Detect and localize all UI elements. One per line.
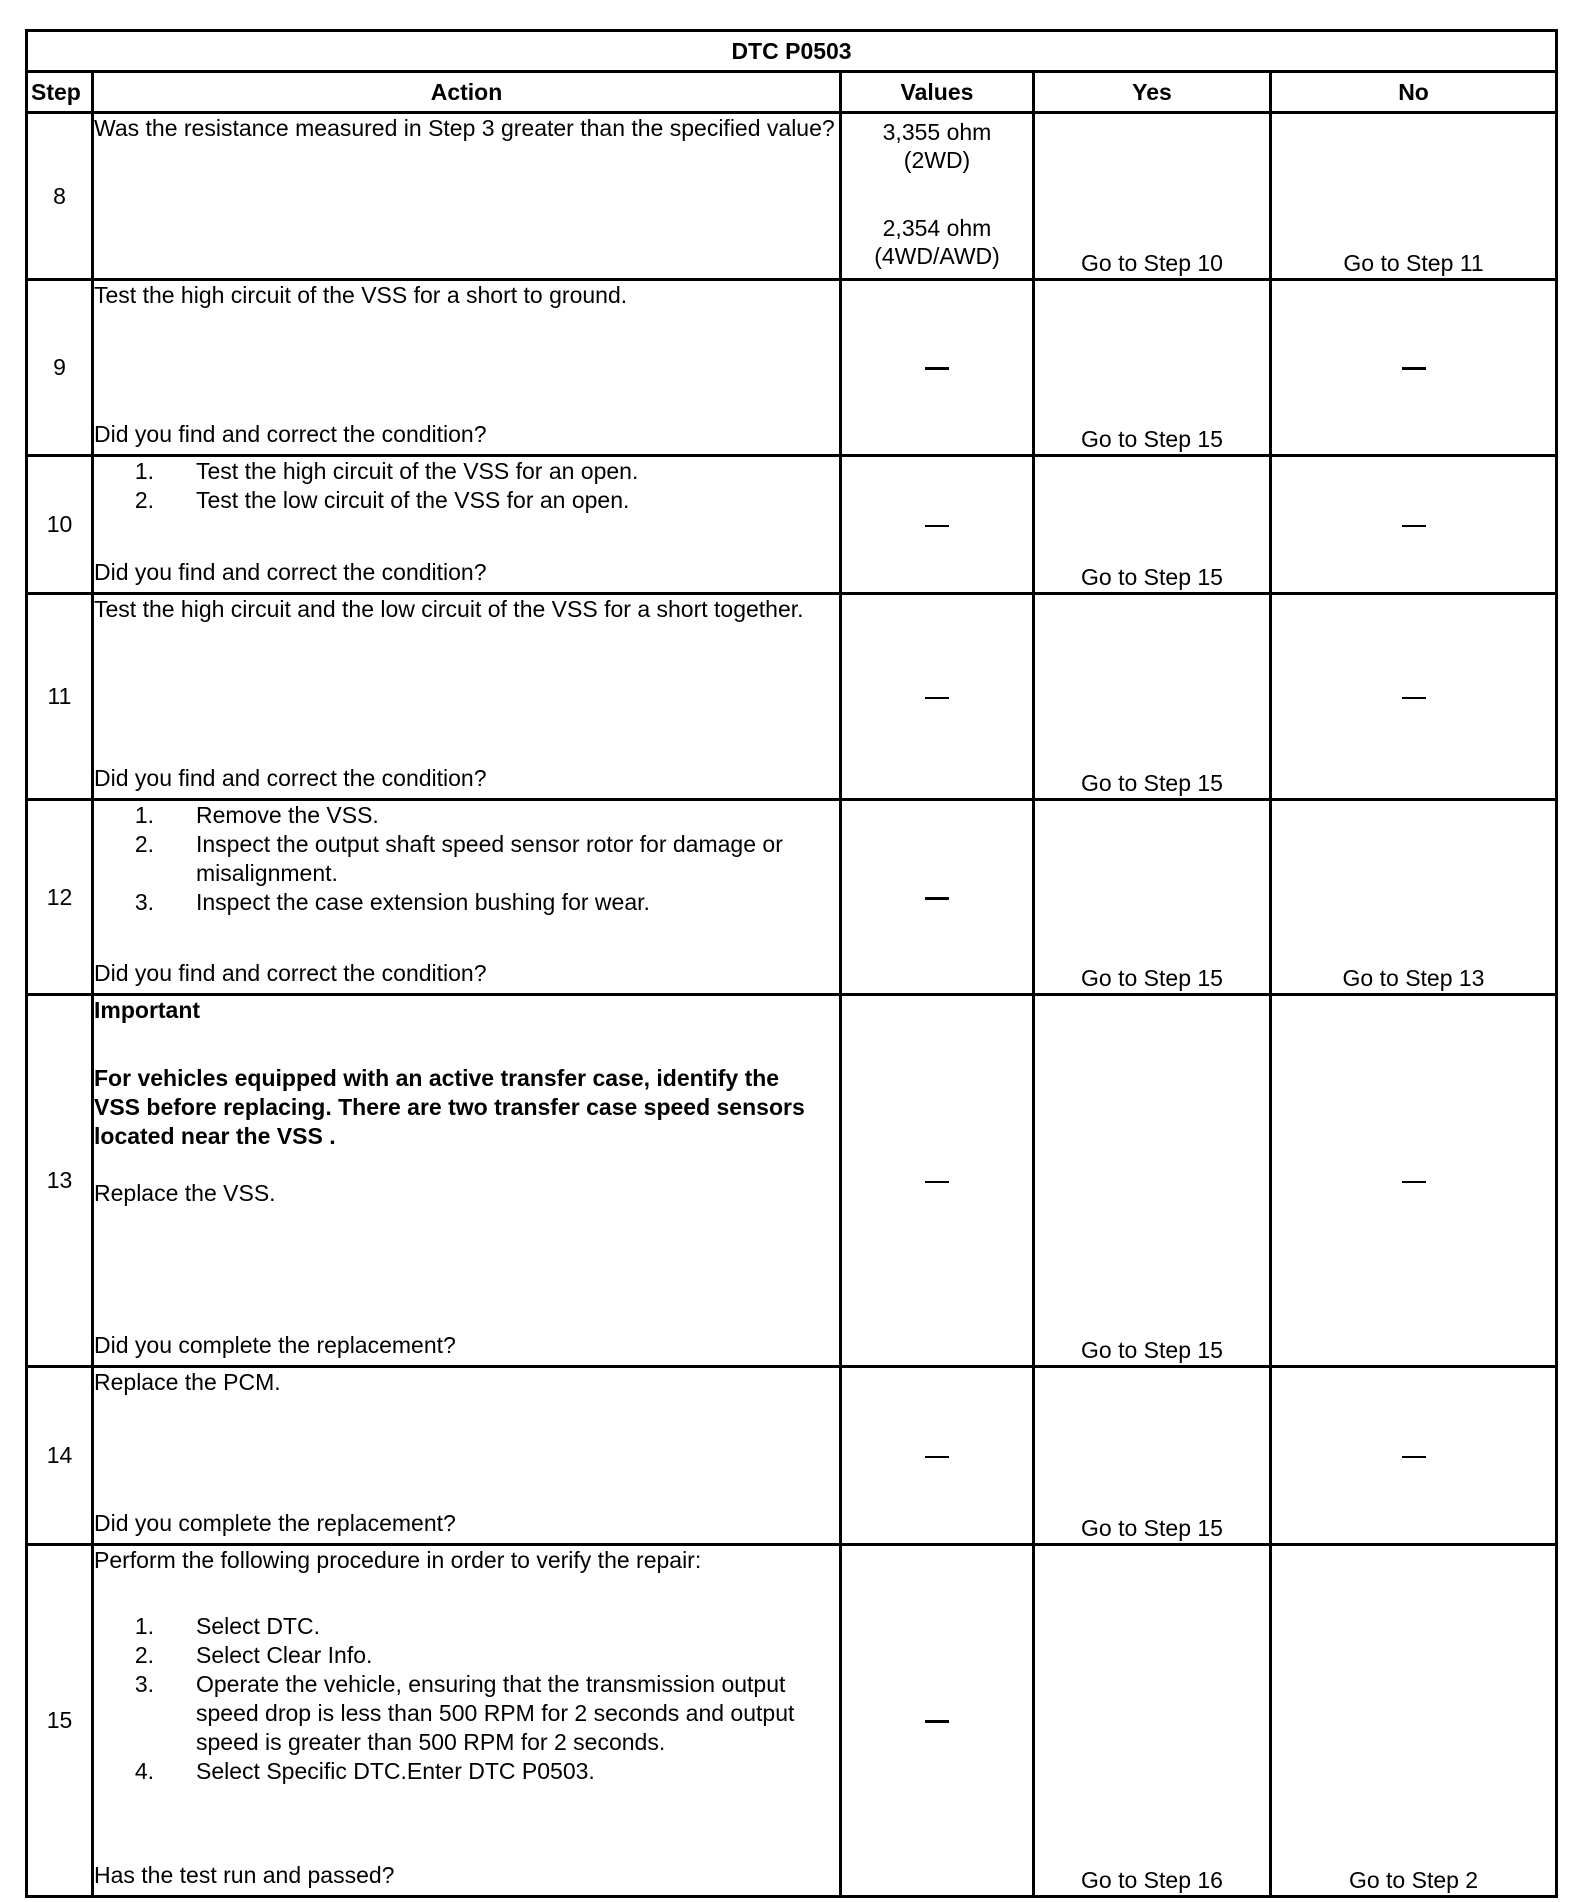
action-text: Test the high circuit of the VSS for a short to ground.: [94, 282, 628, 308]
no-cell: [1271, 456, 1557, 594]
action-cell: [93, 280, 841, 456]
step-number: 9: [27, 280, 93, 456]
table-row: [27, 113, 1557, 280]
values-cell: [841, 800, 1034, 995]
no-cell: Go to Step 2: [1271, 1545, 1557, 1897]
table-row: [27, 594, 1557, 800]
action-question: Did you find and correct the condition?: [94, 960, 487, 986]
table-row: [27, 280, 1557, 456]
important-note: For vehicles equipped with an active transfer case, identify the VSS before replacing. There are two transfer case speed sensors located near the VSS .: [94, 1065, 805, 1149]
value-2wd: 3,355 ohm: [882, 119, 992, 145]
action-cell: [93, 995, 841, 1367]
action-cell: [93, 113, 841, 280]
action-text: Replace the PCM.: [94, 1369, 281, 1395]
value-dash: [925, 1720, 949, 1723]
yes-cell: Go to Step 10: [1034, 113, 1271, 280]
table-row: [27, 800, 1557, 995]
value-dash: [925, 697, 949, 699]
action-cell: [93, 800, 841, 995]
action-list: [94, 1612, 839, 1786]
value-dash: [925, 1456, 949, 1458]
action-text: Was the resistance measured in Step 3 greater than the specified value?: [94, 115, 835, 141]
header-yes: Yes: [1034, 72, 1271, 113]
dtc-table: [25, 29, 1558, 1898]
no-dash: [1402, 1181, 1426, 1183]
value-4wd-label: (4WD/AWD): [874, 243, 1000, 269]
values-cell: [841, 280, 1034, 456]
action-list: [94, 457, 839, 515]
no-cell: [1271, 995, 1557, 1367]
no-cell: Go to Step 11: [1271, 113, 1557, 280]
yes-cell: Go to Step 15: [1034, 280, 1271, 456]
list-item: 2. Test the low circuit of the VSS for an open.: [134, 487, 630, 513]
yes-cell: Go to Step 16: [1034, 1545, 1271, 1897]
yes-cell: Go to Step 15: [1034, 800, 1271, 995]
action-cell: [93, 456, 841, 594]
list-item: 1. Test the high circuit of the VSS for an open.: [134, 458, 639, 484]
important-heading: Important: [94, 997, 201, 1023]
step-number: 12: [27, 800, 93, 995]
value-2wd-label: (2WD): [903, 147, 971, 173]
table-row: [27, 995, 1557, 1367]
no-dash: [1402, 1456, 1426, 1458]
yes-cell: Go to Step 15: [1034, 1367, 1271, 1545]
value-dash: [925, 1181, 949, 1183]
no-cell: Go to Step 13: [1271, 800, 1557, 995]
action-text: Test the high circuit and the low circuit of the VSS for a short together.: [94, 596, 804, 622]
header-action: Action: [93, 72, 841, 113]
step-number: 15: [27, 1545, 93, 1897]
list-item: 1. Remove the VSS.: [134, 802, 379, 828]
action-question: Did you find and correct the condition?: [94, 421, 487, 447]
list-item: 3. Operate the vehicle, ensuring that the transmission output speed drop is less than 500 RPM for 2 seconds and output speed is greater than 500 RPM for 2 seconds.: [134, 1671, 795, 1755]
action-list: [94, 801, 839, 917]
value-dash: [925, 897, 949, 900]
header-no: No: [1271, 72, 1557, 113]
values-cell: [841, 1545, 1034, 1897]
value-dash: [925, 525, 949, 527]
step-number: 10: [27, 456, 93, 594]
values-cell: [841, 1367, 1034, 1545]
action-cell: [93, 1367, 841, 1545]
action-text: Perform the following procedure in order to verify the repair:: [94, 1547, 702, 1573]
list-item: 2. Inspect the output shaft speed sensor rotor for damage or misalignment.: [134, 831, 783, 886]
step-number: 13: [27, 995, 93, 1367]
action-question: Has the test run and passed?: [94, 1862, 395, 1888]
no-dash: [1402, 525, 1426, 527]
action-text: Replace the VSS.: [94, 1180, 276, 1206]
list-item: 2. Select Clear Info.: [134, 1642, 373, 1668]
no-cell: [1271, 280, 1557, 456]
table-row: [27, 1545, 1557, 1897]
values-cell: [841, 456, 1034, 594]
action-question: Did you complete the replacement?: [94, 1510, 456, 1536]
header-row: [27, 72, 1557, 113]
yes-cell: Go to Step 15: [1034, 456, 1271, 594]
value-4wd: 2,354 ohm: [882, 215, 992, 241]
list-item: 3. Inspect the case extension bushing for wear.: [134, 889, 650, 915]
action-question: Did you complete the replacement?: [94, 1332, 456, 1358]
value-dash: [925, 367, 949, 370]
no-dash: [1402, 697, 1426, 699]
no-cell: [1271, 594, 1557, 800]
action-question: Did you find and correct the condition?: [94, 765, 487, 791]
no-dash: [1402, 367, 1426, 370]
yes-cell: Go to Step 15: [1034, 995, 1271, 1367]
yes-cell: Go to Step 15: [1034, 594, 1271, 800]
list-item: 1. Select DTC.: [134, 1613, 320, 1639]
step-number: 8: [27, 113, 93, 280]
values-cell: [841, 594, 1034, 800]
no-cell: [1271, 1367, 1557, 1545]
values-cell: [841, 995, 1034, 1367]
action-question: Did you find and correct the condition?: [94, 559, 487, 585]
table-title: DTC P0503: [27, 31, 1557, 72]
values-cell: [841, 113, 1034, 280]
header-values: Values: [841, 72, 1034, 113]
step-number: 14: [27, 1367, 93, 1545]
header-step: Step: [27, 72, 93, 113]
action-cell: [93, 594, 841, 800]
table-row: [27, 1367, 1557, 1545]
table-row: [27, 456, 1557, 594]
action-cell: [93, 1545, 841, 1897]
list-item: 4. Select Specific DTC.Enter DTC P0503.: [134, 1758, 595, 1784]
step-number: 11: [27, 594, 93, 800]
